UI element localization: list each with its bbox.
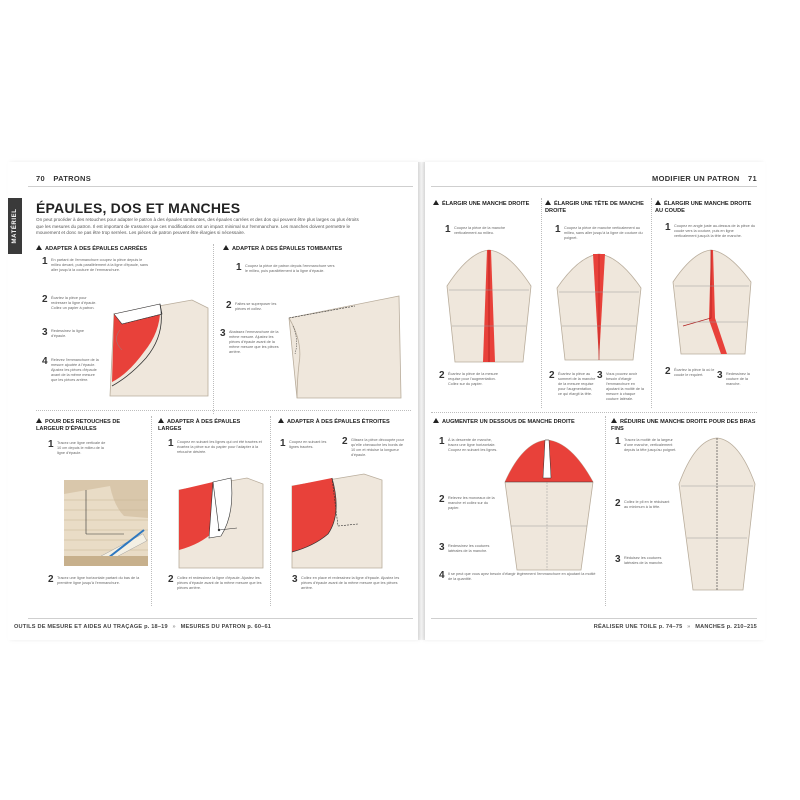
step-number: 1	[168, 438, 174, 449]
step-number: 2	[665, 366, 671, 377]
step-number: 2	[549, 370, 555, 381]
step	[236, 264, 336, 274]
step	[292, 576, 408, 591]
step-number: 2	[226, 300, 232, 311]
step-number: 2	[42, 294, 48, 305]
section-heading	[278, 418, 408, 426]
section-heading-text: ADAPTER À DES ÉPAULES LARGES	[158, 419, 241, 432]
sleeve-underarm-diagram	[501, 434, 597, 574]
step	[615, 500, 673, 510]
step-text: Écartez la pièce pour redresser la ligne d'épaule. Collez un papier à patron.	[51, 296, 97, 310]
step-number: 4	[439, 570, 445, 581]
step-number: 2	[439, 494, 445, 505]
section-heading	[433, 200, 533, 208]
step-number: 4	[42, 356, 48, 367]
step-number: 1	[665, 222, 671, 233]
step-text: Relevez les morceaux de la manche et collez sur du papier.	[448, 496, 495, 510]
section-heading-text: ÉLARGIR UNE MANCHE DROITE	[442, 201, 530, 207]
step-text: Il se peut que vous ayez besoin d'élargir légèrement l'emmanchure en ajoutant la moitié de la quantité.	[448, 572, 596, 581]
footer-rule	[28, 618, 413, 619]
step-text: À la descente de manche, tracez une ligne horizontale. Coupez en suivant les lignes.	[448, 438, 498, 452]
step	[615, 438, 677, 453]
step-number: 1	[280, 438, 286, 449]
section-heading	[655, 200, 759, 215]
footer-separator: »	[172, 624, 176, 630]
step	[48, 576, 148, 586]
step-number: 1	[236, 262, 242, 273]
section-heading-text: ADAPTER À DES ÉPAULES CARRÉES	[45, 246, 148, 252]
footer-page-ref: p. 74–75	[658, 624, 683, 630]
step	[220, 330, 284, 355]
step	[42, 358, 102, 383]
footer-link-toile[interactable]: RÉALISER UNE TOILE	[593, 624, 657, 630]
step	[597, 372, 649, 402]
section-heading-text: ÉLARGIR UNE TÊTE DE MANCHE DROITE	[545, 201, 644, 214]
column-divider	[270, 416, 271, 606]
step	[615, 556, 673, 566]
footer-link-measures[interactable]: MESURES DU PATRON	[180, 624, 246, 630]
section-heading-text: ÉLARGIR UNE MANCHE DROITE AU COUDE	[655, 201, 752, 214]
step-number: 3	[615, 554, 621, 565]
widen-sleeve-diagram	[443, 246, 535, 366]
section-heading-text: ADAPTER À DES ÉPAULES ÉTROITES	[287, 419, 390, 425]
step-number: 1	[615, 436, 621, 447]
step-text: Coupez la pièce de manche verticalement au milieu, sans aller jusqu'à la ligne de couture du poignet.	[564, 226, 643, 240]
step	[439, 496, 497, 511]
step-text: Vous pouvez avoir besoin d'élargir l'emmanchure en ajoutant la moitié de la mesure à chaque couture latérale.	[606, 372, 644, 401]
step	[226, 302, 280, 312]
sloping-shoulder-diagram	[283, 282, 408, 402]
right-page-number: 71	[748, 174, 757, 183]
footer-page-ref: p. 60–61	[247, 624, 272, 630]
left-page-header	[36, 174, 91, 183]
step-number: 2	[48, 574, 54, 585]
step	[445, 226, 511, 236]
left-page-section: PATRONS	[53, 174, 91, 183]
step-text: Redessinez la ligne d'épaule.	[51, 329, 84, 338]
step-number: 1	[555, 224, 561, 235]
section-heading	[36, 418, 146, 433]
side-tab-label: MATÉRIEL	[12, 208, 18, 244]
footer-link-manches[interactable]: MANCHES	[695, 624, 725, 630]
step-number: 1	[42, 256, 48, 267]
step-number: 3	[220, 328, 226, 339]
column-divider	[605, 416, 606, 606]
step-text: Tracez une ligne horizontale partant du bas de la première ligne jusqu'à l'emmanchure.	[57, 576, 140, 585]
step-text: Coupez en suivant les lignes qui ont été tracées et écartez la pièce sur du papier pour l'adapter à la retouche désirée.	[177, 440, 262, 454]
step-text: Coupez la pièce de la manche verticalement au milieu.	[454, 226, 506, 235]
book-gutter	[418, 162, 425, 640]
step-text: Écartez la pièce au sommet de la manche de la mesure requise pour l'augmentation, ce qui élargit la tête.	[558, 372, 596, 396]
step	[665, 224, 757, 239]
footer-page-ref: p. 18–19	[144, 624, 168, 630]
left-page-number: 70	[36, 174, 45, 183]
step-text: Redessinez la couture de la manche.	[726, 372, 750, 386]
step-text: En partant de l'emmanchure coupez la pièce depuis le milieu devant, puis parallèlement à la ligne d'épaule, sans aller jusqu'à la couture de l'emmanchure.	[51, 258, 148, 272]
step	[439, 372, 499, 387]
step-text: Faites se superposer les pièces et collez.	[235, 302, 277, 311]
square-shoulder-diagram	[100, 290, 210, 400]
step-text: Coupez la pièce de patron depuis l'emmanchure vers le milieu, puis parallèlement à la ligne d'épaule.	[245, 264, 335, 273]
step-number: 3	[42, 327, 48, 338]
side-tab	[8, 198, 22, 254]
intro-text: On peut procéder à des retouches pour adapter le patron à des épaules tombantes, des épaules carrées et des dos qui peuvent être plus larges ou plus étroits que les mesures du patron. Il est important de s'assurer que ces modifications ont un impact minimal sur l'emmanchure. Les manches doivent permettre le mouvement et donc ne pas être trop serrées. Les pièces de patron peuvent être élargies si nécessaire.	[36, 217, 359, 236]
left-footer	[14, 624, 271, 630]
step-number: 2	[439, 370, 445, 381]
step-text: Coupez en angle juste au-dessus de la pièce du coude vers la couture, puis en ligne verticalement jusqu'à la tête de manche.	[674, 224, 756, 238]
footer-separator: »	[687, 624, 691, 630]
step	[42, 329, 98, 339]
section-heading-text: POUR DES RETOUCHES DE LARGEUR D'ÉPAULES	[36, 419, 121, 432]
step	[168, 440, 268, 455]
step-text: Tracez une ligne verticale de 10 cm depuis le milieu de la ligne d'épaule.	[57, 441, 106, 455]
step-text: Relevez l'emmanchure de la mesure ajoutée à l'épaule. Ajustez les pièces d'épaule avant de la même mesure que les pièces arrière.	[51, 358, 99, 382]
section-heading-text: RÉDUIRE UNE MANCHE DROITE POUR DES BRAS FINS	[611, 419, 756, 432]
header-rule	[431, 186, 757, 187]
narrow-sleeve-diagram	[677, 434, 757, 594]
wide-shoulder-diagram	[173, 470, 265, 570]
step	[549, 372, 597, 397]
step	[717, 372, 759, 387]
step	[665, 368, 715, 378]
widen-sleeve-elbow-diagram	[669, 248, 755, 358]
section-heading	[545, 200, 649, 215]
step-number: 3	[292, 574, 298, 585]
column-divider	[651, 198, 652, 408]
narrow-shoulder-diagram	[288, 470, 384, 570]
shoulder-width-photo	[64, 480, 148, 566]
column-divider	[151, 416, 152, 606]
step-number: 2	[615, 498, 621, 509]
step-number: 1	[445, 224, 451, 235]
step-text: Glissez la pièce découpée pour qu'elle chevauche les bords de 10 cm et réduise la longueur d'épaule.	[351, 438, 404, 457]
right-page-header	[652, 174, 757, 183]
step	[439, 438, 499, 453]
step-number: 3	[439, 542, 445, 553]
widen-sleeve-head-diagram	[553, 252, 645, 364]
step	[439, 572, 599, 582]
left-page	[8, 162, 418, 640]
section-heading	[223, 245, 408, 253]
section-heading	[611, 418, 761, 433]
step	[48, 441, 106, 456]
step-text: Abaissez l'emmanchure de la même mesure. Ajustez les pièces d'épaule avant de la même mesure que les pièces arrière.	[229, 330, 279, 354]
step-number: 1	[439, 436, 445, 447]
column-divider	[541, 198, 542, 408]
right-page-section: MODIFIER UN PATRON	[652, 174, 740, 183]
step-text: Réduisez les coutures latérales de la manche.	[624, 556, 664, 565]
footer-rule	[431, 618, 757, 619]
row-divider	[36, 410, 411, 411]
step-number: 2	[168, 574, 174, 585]
column-divider	[213, 244, 214, 414]
step	[42, 296, 102, 311]
step-text: Tracez la moitié de la largeur d'une manche, verticalement depuis la tête jusqu'au poignet.	[624, 438, 677, 452]
step-text: Écartez la pièce là où le coude le requiert.	[674, 368, 715, 377]
section-heading-text: AUGMENTER UN DESSOUS DE MANCHE DROITE	[442, 419, 575, 425]
step	[168, 576, 268, 591]
step-text: Collez et redessinez la ligne d'épaule. Ajustez les pièces d'épaule avant de la même mesure que les pièces arrière.	[177, 576, 262, 590]
page-title: ÉPAULES, DOS ET MANCHES	[36, 200, 241, 216]
section-heading	[158, 418, 264, 433]
section-heading-text: ADAPTER À DES ÉPAULES TOMBANTES	[232, 246, 343, 252]
step-number: 3	[597, 370, 603, 381]
step-text: Écartez la pièce de la mesure requise pour l'augmentation. Collez sur du papier.	[448, 372, 499, 386]
section-heading	[36, 245, 206, 253]
step-text: Redessinez les coutures latérales de la manche.	[448, 544, 490, 553]
step-number: 2	[342, 436, 348, 447]
row-divider	[431, 412, 757, 413]
step-text: Collez en place et redessinez la ligne d'épaule. Ajustez les pièces d'épaule avant de la même mesure que les pièces arrière.	[301, 576, 400, 590]
step-number: 3	[717, 370, 723, 381]
header-rule	[28, 186, 413, 187]
footer-page-ref: p. 210–215	[726, 624, 757, 630]
right-footer	[594, 624, 757, 630]
step	[280, 440, 336, 450]
step-number: 1	[48, 439, 54, 450]
right-page	[425, 162, 765, 640]
step-text: Coupez en suivant les lignes tracées.	[289, 440, 327, 449]
section-heading	[433, 418, 603, 426]
step	[555, 226, 647, 241]
step	[42, 258, 150, 273]
step	[342, 438, 408, 458]
step	[439, 544, 497, 554]
step-text: Collez le pli en le réduisant au minimum à la tête.	[624, 500, 670, 509]
footer-link-tools[interactable]: OUTILS DE MESURE ET AIDES AU TRAÇAGE	[14, 624, 143, 630]
